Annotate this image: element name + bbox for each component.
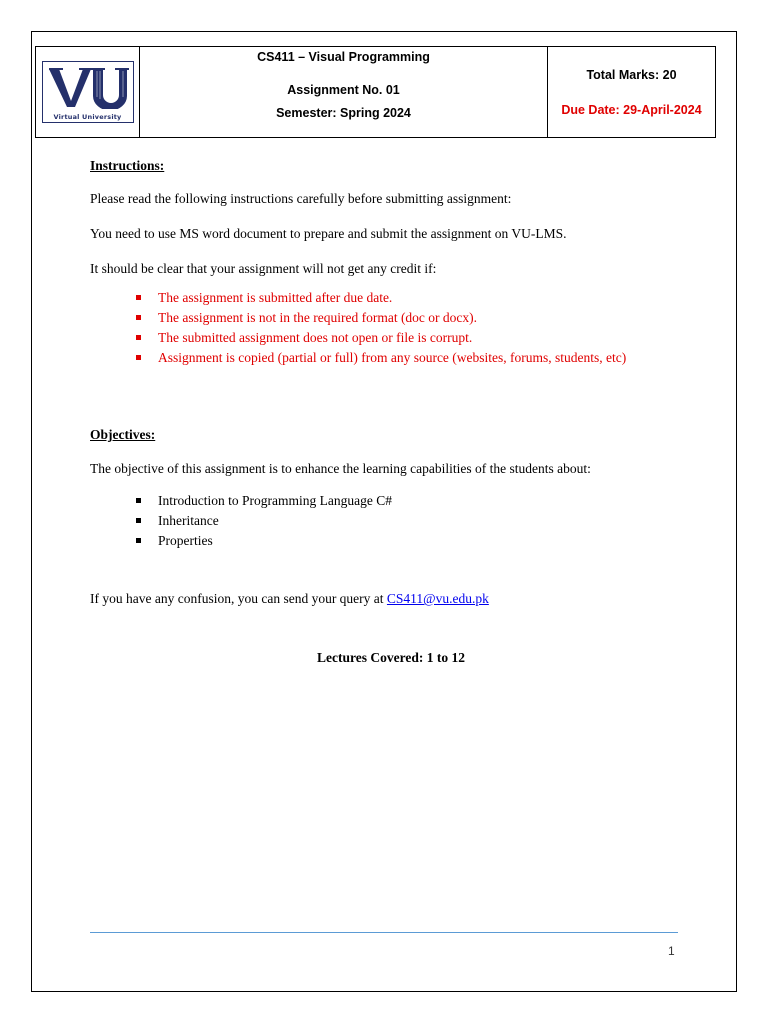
objectives-heading: Objectives: xyxy=(90,427,156,442)
list-item xyxy=(132,288,680,308)
course-info-cell xyxy=(140,47,548,137)
contact-line xyxy=(90,591,489,607)
header-table xyxy=(35,46,716,138)
list-item-text: Assignment is copied (partial or full) from any source (websites, forums, students, etc) xyxy=(158,350,627,365)
list-item xyxy=(132,348,680,368)
page-number: 1 xyxy=(668,944,675,958)
instructions-line-2: You need to use MS word document to prepare and submit the assignment on VU-LMS. xyxy=(90,226,567,241)
list-item xyxy=(132,328,680,348)
email-link[interactable]: CS411@vu.edu.pk xyxy=(386,591,489,606)
instructions-line-3: It should be clear that your assignment will not get any credit if: xyxy=(90,261,437,276)
list-item-text: Introduction to Programming Language C# xyxy=(158,493,392,508)
list-item xyxy=(132,511,680,531)
logo-caption: Virtual University xyxy=(53,113,122,121)
objectives-intro: The objective of this assignment is to enhance the learning capabilities of the students about: xyxy=(90,461,591,476)
bullet-icon xyxy=(136,315,141,320)
assignment-number: Assignment No. 01 xyxy=(287,83,400,97)
bullet-icon xyxy=(136,538,141,543)
no-credit-list xyxy=(132,288,680,368)
bullet-icon xyxy=(136,355,141,360)
total-marks: Total Marks: 20 xyxy=(586,68,677,82)
list-item-text: The submitted assignment does not open or file is corrupt. xyxy=(158,330,473,345)
course-title: CS411 – Visual Programming xyxy=(257,50,430,64)
bullet-icon xyxy=(136,335,141,340)
instructions-heading: Instructions: xyxy=(90,158,165,173)
logo-cell xyxy=(36,47,140,137)
list-item xyxy=(132,531,680,551)
bullet-icon xyxy=(136,498,141,503)
vu-logo-mark xyxy=(47,65,129,109)
list-item-text: The assignment is not in the required format (doc or docx). xyxy=(158,310,478,325)
due-date: Due Date: 29-April-2024 xyxy=(561,103,702,117)
bullet-icon xyxy=(136,295,141,300)
list-item xyxy=(132,491,680,511)
marks-cell xyxy=(548,47,715,137)
list-item-text: The assignment is submitted after due date. xyxy=(158,290,393,305)
list-item-text: Inheritance xyxy=(158,513,219,528)
footer-divider xyxy=(90,932,678,933)
list-item xyxy=(132,308,680,328)
vu-logo xyxy=(42,61,134,123)
contact-text: If you have any confusion, you can send your query at xyxy=(90,591,387,606)
lectures-covered: Lectures Covered: 1 to 12 xyxy=(317,650,465,665)
semester: Semester: Spring 2024 xyxy=(276,106,411,120)
objectives-list xyxy=(132,491,680,551)
instructions-line-1: Please read the following instructions carefully before submitting assignment: xyxy=(90,191,512,206)
list-item-text: Properties xyxy=(158,533,213,548)
bullet-icon xyxy=(136,518,141,523)
